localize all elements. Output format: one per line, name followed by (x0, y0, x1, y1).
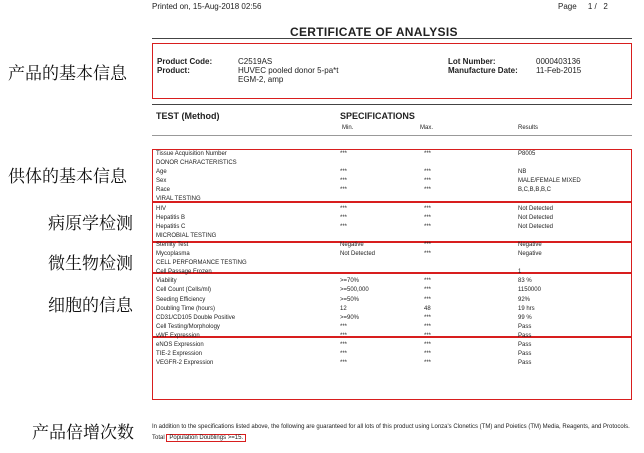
min-cell: >=90% (340, 314, 360, 321)
manufacture-date-value: 11-Feb-2015 (536, 66, 582, 75)
table-row (154, 232, 630, 241)
table-row (154, 277, 630, 286)
results-table (154, 150, 630, 368)
table-row (154, 186, 630, 195)
annotation-donor-info: 供体的基本信息 (8, 167, 127, 187)
result-cell: Not Detected (518, 214, 554, 221)
min-cell: *** (340, 351, 348, 358)
table-row (154, 286, 630, 295)
result-cell: Pass (518, 341, 532, 348)
min-cell: *** (340, 360, 348, 367)
table-row (154, 259, 630, 268)
footnote (152, 422, 632, 444)
population-doublings-highlight: Population Doublings >=15. (166, 434, 246, 442)
manufacture-date-label: Manufacture Date: (448, 66, 518, 75)
test-cell: Viability (156, 278, 177, 285)
result-cell: 92% (518, 296, 531, 303)
table-row (154, 205, 630, 214)
max-cell: *** (424, 323, 432, 330)
result-cell: P8005 (518, 151, 536, 157)
table-row (154, 268, 630, 277)
result-cell: Pass (518, 332, 532, 339)
min-cell: Not Detected (340, 251, 376, 258)
test-cell: Age (156, 169, 167, 176)
min-cell: 12 (340, 305, 347, 312)
test-cell: Sterility Test (156, 241, 189, 248)
max-cell: *** (424, 251, 432, 258)
test-cell: VIRAL TESTING (156, 196, 201, 203)
test-cell: Hepatitis C (156, 223, 186, 230)
max-cell: 48 (424, 305, 431, 312)
min-cell: >=50% (340, 296, 360, 303)
max-header: Max. (420, 125, 434, 131)
max-cell: *** (424, 151, 432, 157)
lot-number-value: 0000403136 (536, 57, 581, 66)
table-row (154, 250, 630, 259)
test-cell: CD31/CD105 Double Positive (156, 314, 236, 321)
min-cell: *** (340, 205, 348, 212)
result-cell: Negative (518, 241, 542, 248)
result-cell: Pass (518, 351, 532, 358)
product-value: HUVEC pooled donor 5-pa*t (238, 66, 339, 75)
product-code-label: Product Code: (157, 57, 213, 66)
table-row (154, 296, 630, 305)
result-cell: NB (518, 169, 527, 176)
test-cell: Doubling Time (hours) (156, 305, 216, 312)
test-cell: eNOS Expression (156, 341, 204, 348)
test-cell: TIE-2 Expression (156, 351, 203, 358)
test-cell: Mycoplasma (156, 251, 190, 258)
page-current: 1 (587, 2, 593, 11)
max-cell: *** (424, 241, 432, 248)
test-cell: Hepatitis B (156, 214, 186, 221)
page-separator: / (594, 2, 597, 11)
max-cell: *** (424, 205, 432, 212)
table-row (154, 159, 630, 168)
product-code-value: C2519AS (238, 57, 273, 66)
max-cell: *** (424, 351, 432, 358)
result-cell: Negative (518, 251, 542, 258)
test-cell: Cell Count (Cells/ml) (156, 287, 212, 294)
test-cell: Seeding Efficiency (156, 296, 206, 303)
page-total: 2 (603, 2, 608, 11)
table-row (154, 214, 630, 223)
results-header: Results (518, 125, 539, 131)
result-cell: B,C,B,B,B,C (518, 187, 552, 194)
annotation-microbial: 微生物检测 (48, 254, 133, 274)
min-cell: *** (340, 332, 348, 339)
test-cell: Race (156, 187, 171, 194)
max-cell: *** (424, 278, 432, 285)
annotation-pathology: 病原学检测 (48, 214, 133, 234)
printed-on: Printed on, 15-Aug-2018 02:56 (152, 2, 262, 11)
result-cell: 1150000 (518, 287, 541, 294)
test-method-header: TEST (Method) (156, 111, 220, 121)
min-cell: *** (340, 341, 348, 348)
max-cell: *** (424, 214, 432, 221)
annotation-product-info: 产品的基本信息 (8, 64, 127, 84)
annotation-cell-info: 细胞的信息 (48, 296, 133, 316)
min-cell: *** (340, 187, 348, 194)
test-cell: HIV (156, 205, 167, 212)
page-number (558, 2, 608, 11)
min-cell: *** (340, 169, 348, 176)
test-cell: MICROBIAL TESTING (156, 232, 217, 239)
lot-number-label: Lot Number: (448, 57, 496, 66)
test-cell: vWF Expression (156, 332, 200, 339)
min-cell: >=70% (340, 278, 360, 285)
table-row (154, 241, 630, 250)
min-cell: *** (340, 178, 348, 185)
test-cell: Cell Testing/Morphology (156, 323, 220, 330)
test-cell: DONOR CHARACTERISTICS (156, 160, 237, 167)
table-row (154, 177, 630, 186)
test-cell: Cell Passage Frozen (156, 269, 212, 276)
specifications-header: SPECIFICATIONS (340, 111, 415, 121)
test-cell: Tissue Acquisition Number (156, 151, 227, 157)
max-cell: *** (424, 169, 432, 176)
result-cell: Pass (518, 360, 532, 367)
result-cell: 1 (518, 269, 522, 276)
product-label: Product: (157, 66, 190, 75)
certificate-title: CERTIFICATE OF ANALYSIS (290, 25, 458, 39)
table-row (154, 341, 630, 350)
result-cell: Not Detected (518, 223, 554, 230)
table-row (154, 359, 630, 368)
table-row (154, 350, 630, 359)
min-cell: >=500,000 (340, 287, 369, 294)
min-cell: *** (340, 223, 348, 230)
test-cell: VEGFR-2 Expression (156, 360, 214, 367)
table-row (154, 323, 630, 332)
max-cell: *** (424, 314, 432, 321)
table-row (154, 332, 630, 341)
table-row (154, 223, 630, 232)
min-cell: *** (340, 323, 348, 330)
max-cell: *** (424, 332, 432, 339)
footnote-text: In addition to the specifications listed above, the following are guaranteed for all lots of this product using Lonza's Clonetics (TM) and Poietics (TM) Media, Reagents, and Protocols. Total (152, 424, 630, 441)
result-cell: 99 % (518, 314, 532, 321)
max-cell: *** (424, 296, 432, 303)
table-row (154, 168, 630, 177)
min-header: Min. (342, 125, 354, 131)
result-cell: Not Detected (518, 205, 554, 212)
test-cell: Sex (156, 178, 167, 185)
max-cell: *** (424, 223, 432, 230)
max-cell: *** (424, 341, 432, 348)
product-value-media: EGM-2, amp (238, 75, 284, 84)
result-cell: 83 % (518, 278, 532, 285)
max-cell: *** (424, 187, 432, 194)
result-cell: Pass (518, 323, 532, 330)
table-row (154, 305, 630, 314)
annotation-doublings: 产品倍增次数 (32, 423, 134, 443)
min-cell: *** (340, 151, 348, 157)
table-row (154, 150, 630, 159)
max-cell: *** (424, 287, 432, 294)
title-rule (152, 38, 632, 39)
result-cell: 19 hrs (518, 305, 535, 312)
table-row (154, 314, 630, 323)
max-cell: *** (424, 360, 432, 367)
section-rule (152, 104, 632, 105)
max-cell: *** (424, 178, 432, 185)
table-row (154, 195, 630, 204)
min-cell: Negative (340, 241, 364, 248)
result-cell: MALE/FEMALE MIXED (518, 178, 581, 185)
min-cell: *** (340, 214, 348, 221)
header-rule (152, 135, 632, 136)
test-cell: CELL PERFORMANCE TESTING (156, 260, 247, 267)
page-label: Page (558, 2, 577, 11)
